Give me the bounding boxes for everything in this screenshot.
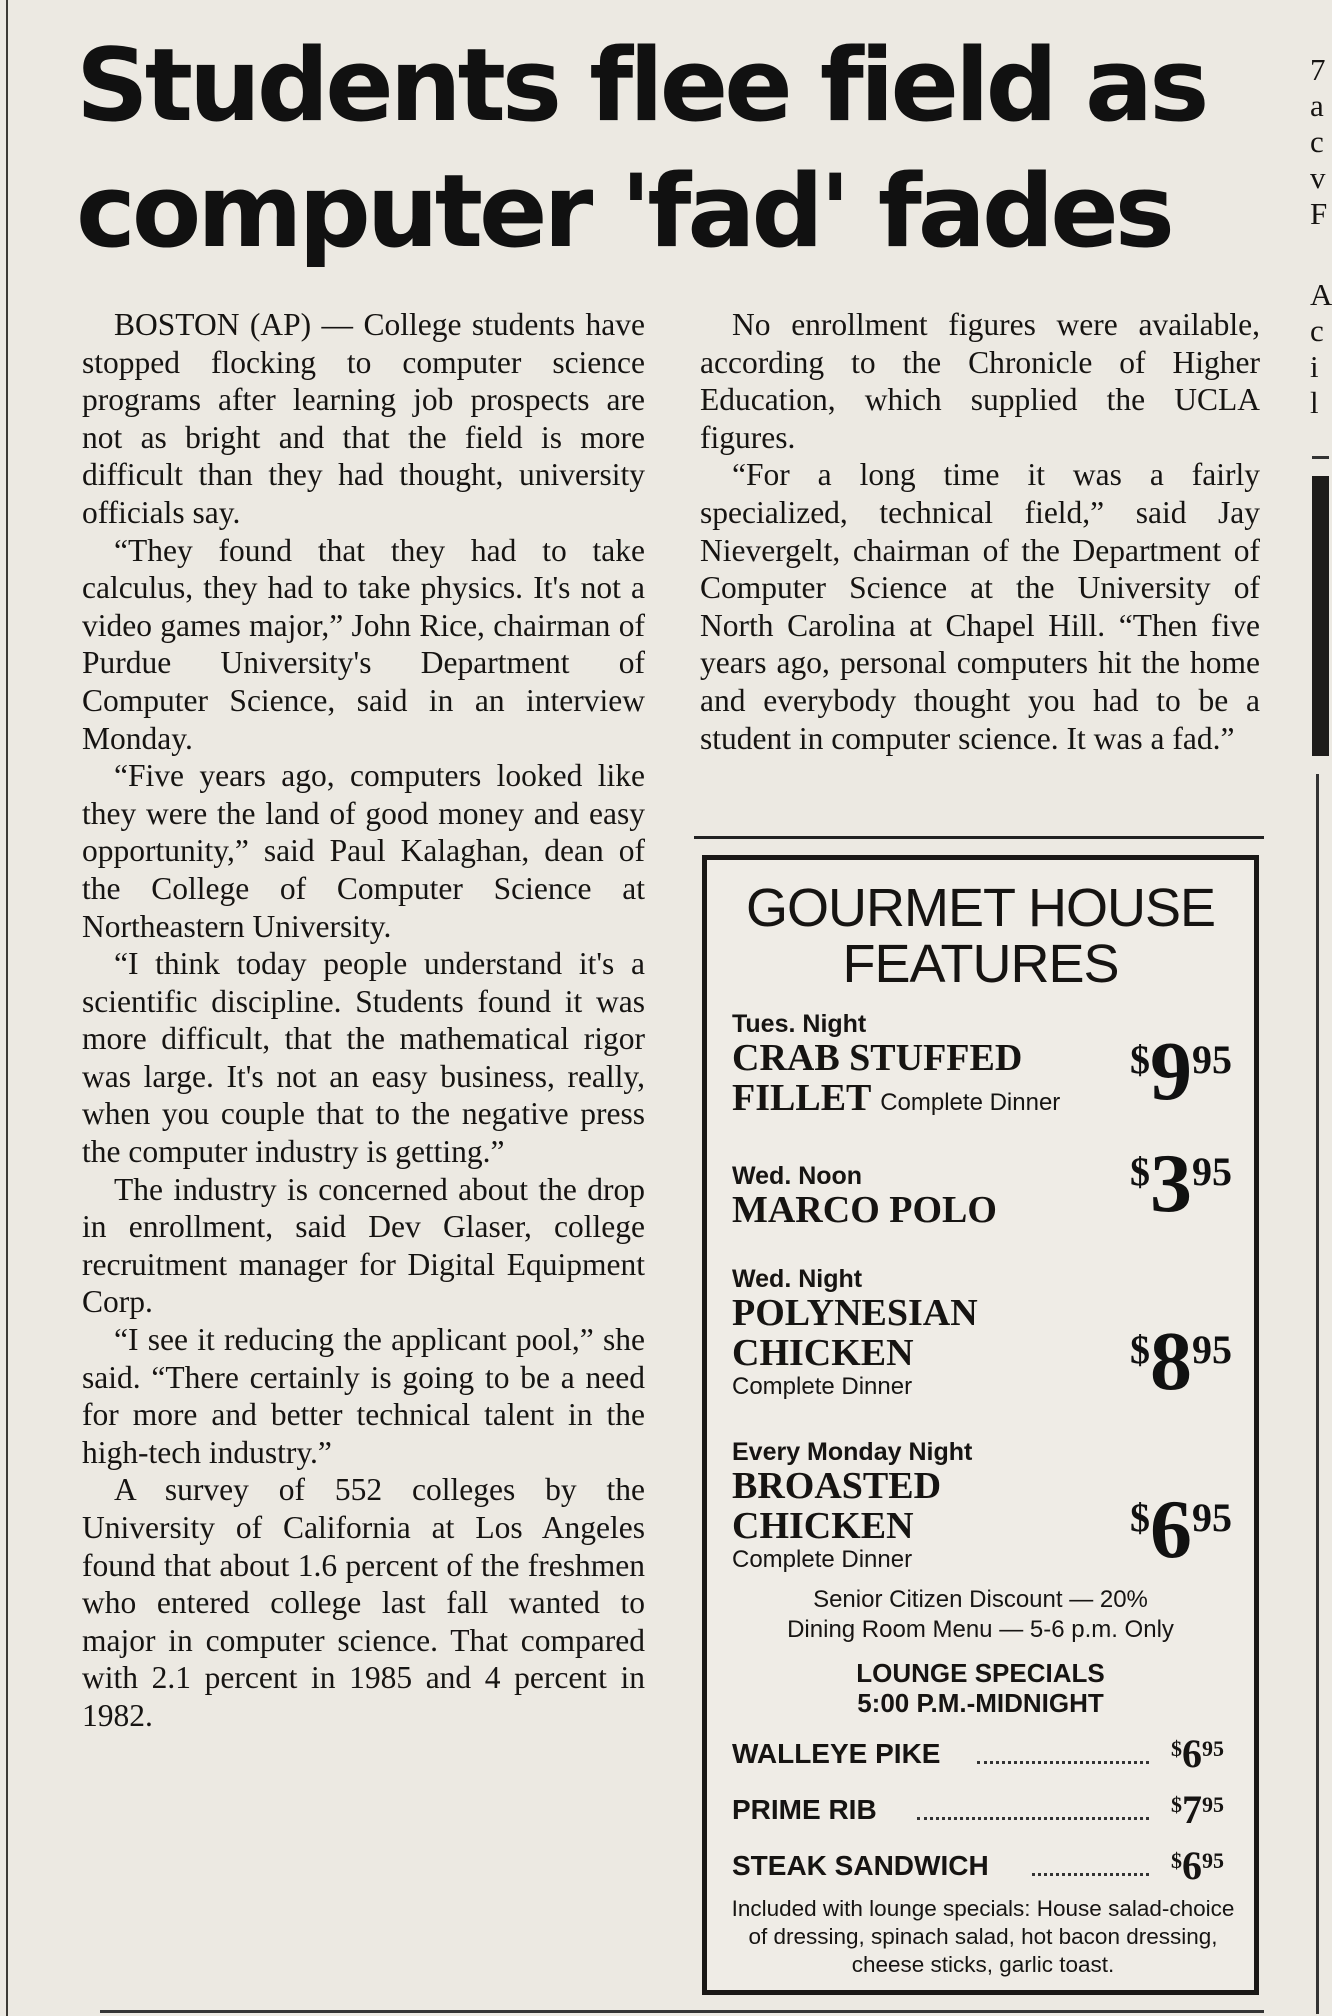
fragment-letter: c bbox=[1310, 313, 1324, 348]
lounge-item bbox=[732, 1842, 1224, 1886]
ad-title-line: GOURMET HOUSE bbox=[745, 878, 1216, 938]
ad-notes bbox=[707, 1585, 1254, 1645]
feature-item bbox=[732, 1265, 1092, 1401]
fragment-letter: F bbox=[1310, 196, 1328, 231]
lounge-item-name: STEAK SANDWICH bbox=[732, 1850, 989, 1881]
paragraph: BOSTON (AP) — College students have stopped flocking to computer science programs after learning job prospects are not as bright and that the field is more difficult than they had thought, university officials say. bbox=[82, 307, 645, 530]
paragraph: A survey of 552 colleges by the University of California at Los Angeles found that about 1.6 percent of the freshmen who entered college last fall wanted to major in computer science. That compared with 2.1 percent in 1985 and 4 percent in 1982. bbox=[82, 1472, 645, 1733]
bottom-rule bbox=[100, 2010, 1264, 2013]
price-dollars: 3 bbox=[1150, 1137, 1192, 1230]
price-cents: 95 bbox=[1202, 1736, 1224, 1761]
fragment-letter: v bbox=[1310, 160, 1326, 195]
price-cents: 95 bbox=[1192, 1495, 1232, 1540]
feature-dish: CHICKEN bbox=[732, 1332, 914, 1374]
price-cents: 95 bbox=[1192, 1327, 1232, 1372]
feature-note: Complete Dinner bbox=[732, 1373, 913, 1400]
price-cents: 95 bbox=[1202, 1792, 1224, 1817]
price-currency: $ bbox=[1130, 1037, 1150, 1082]
feature-dish-text: FILLET bbox=[732, 1077, 871, 1119]
adjacent-column-fragment bbox=[1310, 52, 1329, 232]
lounge-item bbox=[732, 1786, 1224, 1830]
lounge-item-price bbox=[1171, 1843, 1224, 1888]
leader-dots bbox=[917, 1817, 1149, 1820]
paragraph: “They found that they had to take calculus, they had to take physics. It's not a video games major,” John Rice, chairman of Purdue University's Department of Computer Science, said in an interview Monday. bbox=[82, 532, 645, 756]
included-note: Included with lounge specials: House salad-choice of dressing, spinach salad, hot bacon dressing, cheese sticks, garlic toast. bbox=[731, 1896, 1235, 1977]
price-cents: 95 bbox=[1192, 1149, 1232, 1194]
lounge-item-name: PRIME RIB bbox=[732, 1794, 877, 1825]
price-cents: 95 bbox=[1202, 1848, 1224, 1873]
price-currency: $ bbox=[1171, 1736, 1182, 1761]
price-currency: $ bbox=[1171, 1848, 1182, 1873]
feature-price bbox=[1130, 1137, 1232, 1230]
price-dollars: 6 bbox=[1182, 1731, 1202, 1776]
paragraph: “I think today people understand it's a scientific discipline. Students found it was more difficult, that the mathematical rigor was large. It's not an easy business, really, when you couple that to the negative press the computer industry is getting.” bbox=[82, 946, 645, 1170]
adjacent-ad-fragment bbox=[1312, 476, 1329, 756]
senior-discount: Senior Citizen Discount — 20% bbox=[813, 1586, 1148, 1613]
price-dollars: 9 bbox=[1150, 1025, 1192, 1118]
feature-dish: MARCO POLO bbox=[732, 1189, 997, 1231]
feature-item bbox=[732, 1162, 1092, 1230]
feature-note: Complete Dinner bbox=[880, 1089, 1061, 1116]
leader-dots bbox=[977, 1761, 1149, 1764]
lounge-item bbox=[732, 1730, 1224, 1774]
feature-item bbox=[732, 1010, 1092, 1123]
page-edge-rule bbox=[6, 0, 8, 2016]
headline: Students flee field as computer 'fad' fades bbox=[76, 26, 1206, 270]
feature-day: Every Monday Night bbox=[732, 1438, 973, 1466]
price-cents: 95 bbox=[1192, 1037, 1232, 1082]
gourmet-house-ad bbox=[702, 855, 1259, 1995]
adjacent-column-fragment bbox=[1310, 277, 1332, 421]
price-dollars: 6 bbox=[1150, 1483, 1192, 1576]
feature-day: Wed. Night bbox=[732, 1265, 863, 1293]
feature-price bbox=[1130, 1315, 1232, 1408]
feature-price bbox=[1130, 1025, 1232, 1118]
price-currency: $ bbox=[1171, 1792, 1182, 1817]
fragment-letter: l bbox=[1310, 385, 1319, 420]
feature-dish: POLYNESIAN bbox=[732, 1292, 978, 1334]
feature-price bbox=[1130, 1483, 1232, 1576]
feature-day: Wed. Noon bbox=[732, 1162, 863, 1190]
feature-dish: CHICKEN bbox=[732, 1505, 914, 1547]
paragraph: No enrollment figures were available, according to the Chronicle of Higher Education, which supplied the UCLA figures. bbox=[700, 307, 1260, 455]
lounge-title-line: LOUNGE SPECIALS bbox=[856, 1658, 1105, 1688]
leader-dots bbox=[1032, 1873, 1149, 1876]
price-dollars: 8 bbox=[1150, 1315, 1192, 1408]
price-dollars: 6 bbox=[1182, 1843, 1202, 1888]
dining-menu-note: Dining Room Menu — 5-6 p.m. Only bbox=[787, 1616, 1174, 1643]
ad-title bbox=[707, 880, 1254, 992]
article-column-2 bbox=[700, 306, 1260, 757]
fragment-letter: a bbox=[1310, 88, 1324, 123]
lounge-item-price bbox=[1171, 1787, 1224, 1832]
lounge-specials-title bbox=[707, 1658, 1254, 1718]
fragment-letter: c bbox=[1310, 124, 1324, 159]
article-column-1 bbox=[82, 306, 645, 1735]
feature-dish: BROASTED bbox=[732, 1465, 942, 1507]
feature-day: Tues. Night bbox=[732, 1010, 867, 1038]
ad-title-line: FEATURES bbox=[842, 934, 1119, 994]
fragment-letter: i bbox=[1310, 349, 1319, 384]
feature-dish bbox=[732, 1078, 1092, 1123]
paragraph: The industry is concerned about the drop in enrollment, said Dev Glaser, college recruitment manager for Digital Equipment Corp. bbox=[82, 1171, 645, 1320]
lounge-item-price bbox=[1171, 1731, 1224, 1776]
feature-item bbox=[732, 1438, 1092, 1574]
fragment-letter: 7 bbox=[1310, 52, 1326, 87]
column-divider bbox=[694, 836, 1264, 839]
price-dollars: 7 bbox=[1182, 1787, 1202, 1832]
adjacent-rule bbox=[1316, 774, 1319, 2014]
feature-note: Complete Dinner bbox=[732, 1546, 913, 1573]
price-currency: $ bbox=[1130, 1495, 1150, 1540]
paragraph: “For a long time it was a fairly specialized, technical field,” said Jay Nievergelt, chairman of the Department of Computer Science at the University of North Carolina at Chapel Hill. “Then five years ago, personal computers hit the home and everybody thought you had to be a student in computer science. It was a fad.” bbox=[700, 457, 1260, 756]
paragraph: “Five years ago, computers looked like they were the land of good money and easy opportunity,” said Paul Kalaghan, dean of the College of Computer Science at Northeastern University. bbox=[82, 758, 645, 944]
paragraph: “I see it reducing the applicant pool,” she said. “There certainly is going to be a need for more and better technical talent in the high-tech industry.” bbox=[82, 1322, 645, 1470]
lounge-hours: 5:00 P.M.-MIDNIGHT bbox=[857, 1688, 1104, 1718]
feature-dish: CRAB STUFFED bbox=[732, 1037, 1023, 1079]
fragment-letter: A bbox=[1310, 277, 1332, 312]
price-currency: $ bbox=[1130, 1149, 1150, 1194]
lounge-item-name: WALLEYE PIKE bbox=[732, 1738, 941, 1769]
price-currency: $ bbox=[1130, 1327, 1150, 1372]
adjacent-rule bbox=[1312, 456, 1329, 459]
